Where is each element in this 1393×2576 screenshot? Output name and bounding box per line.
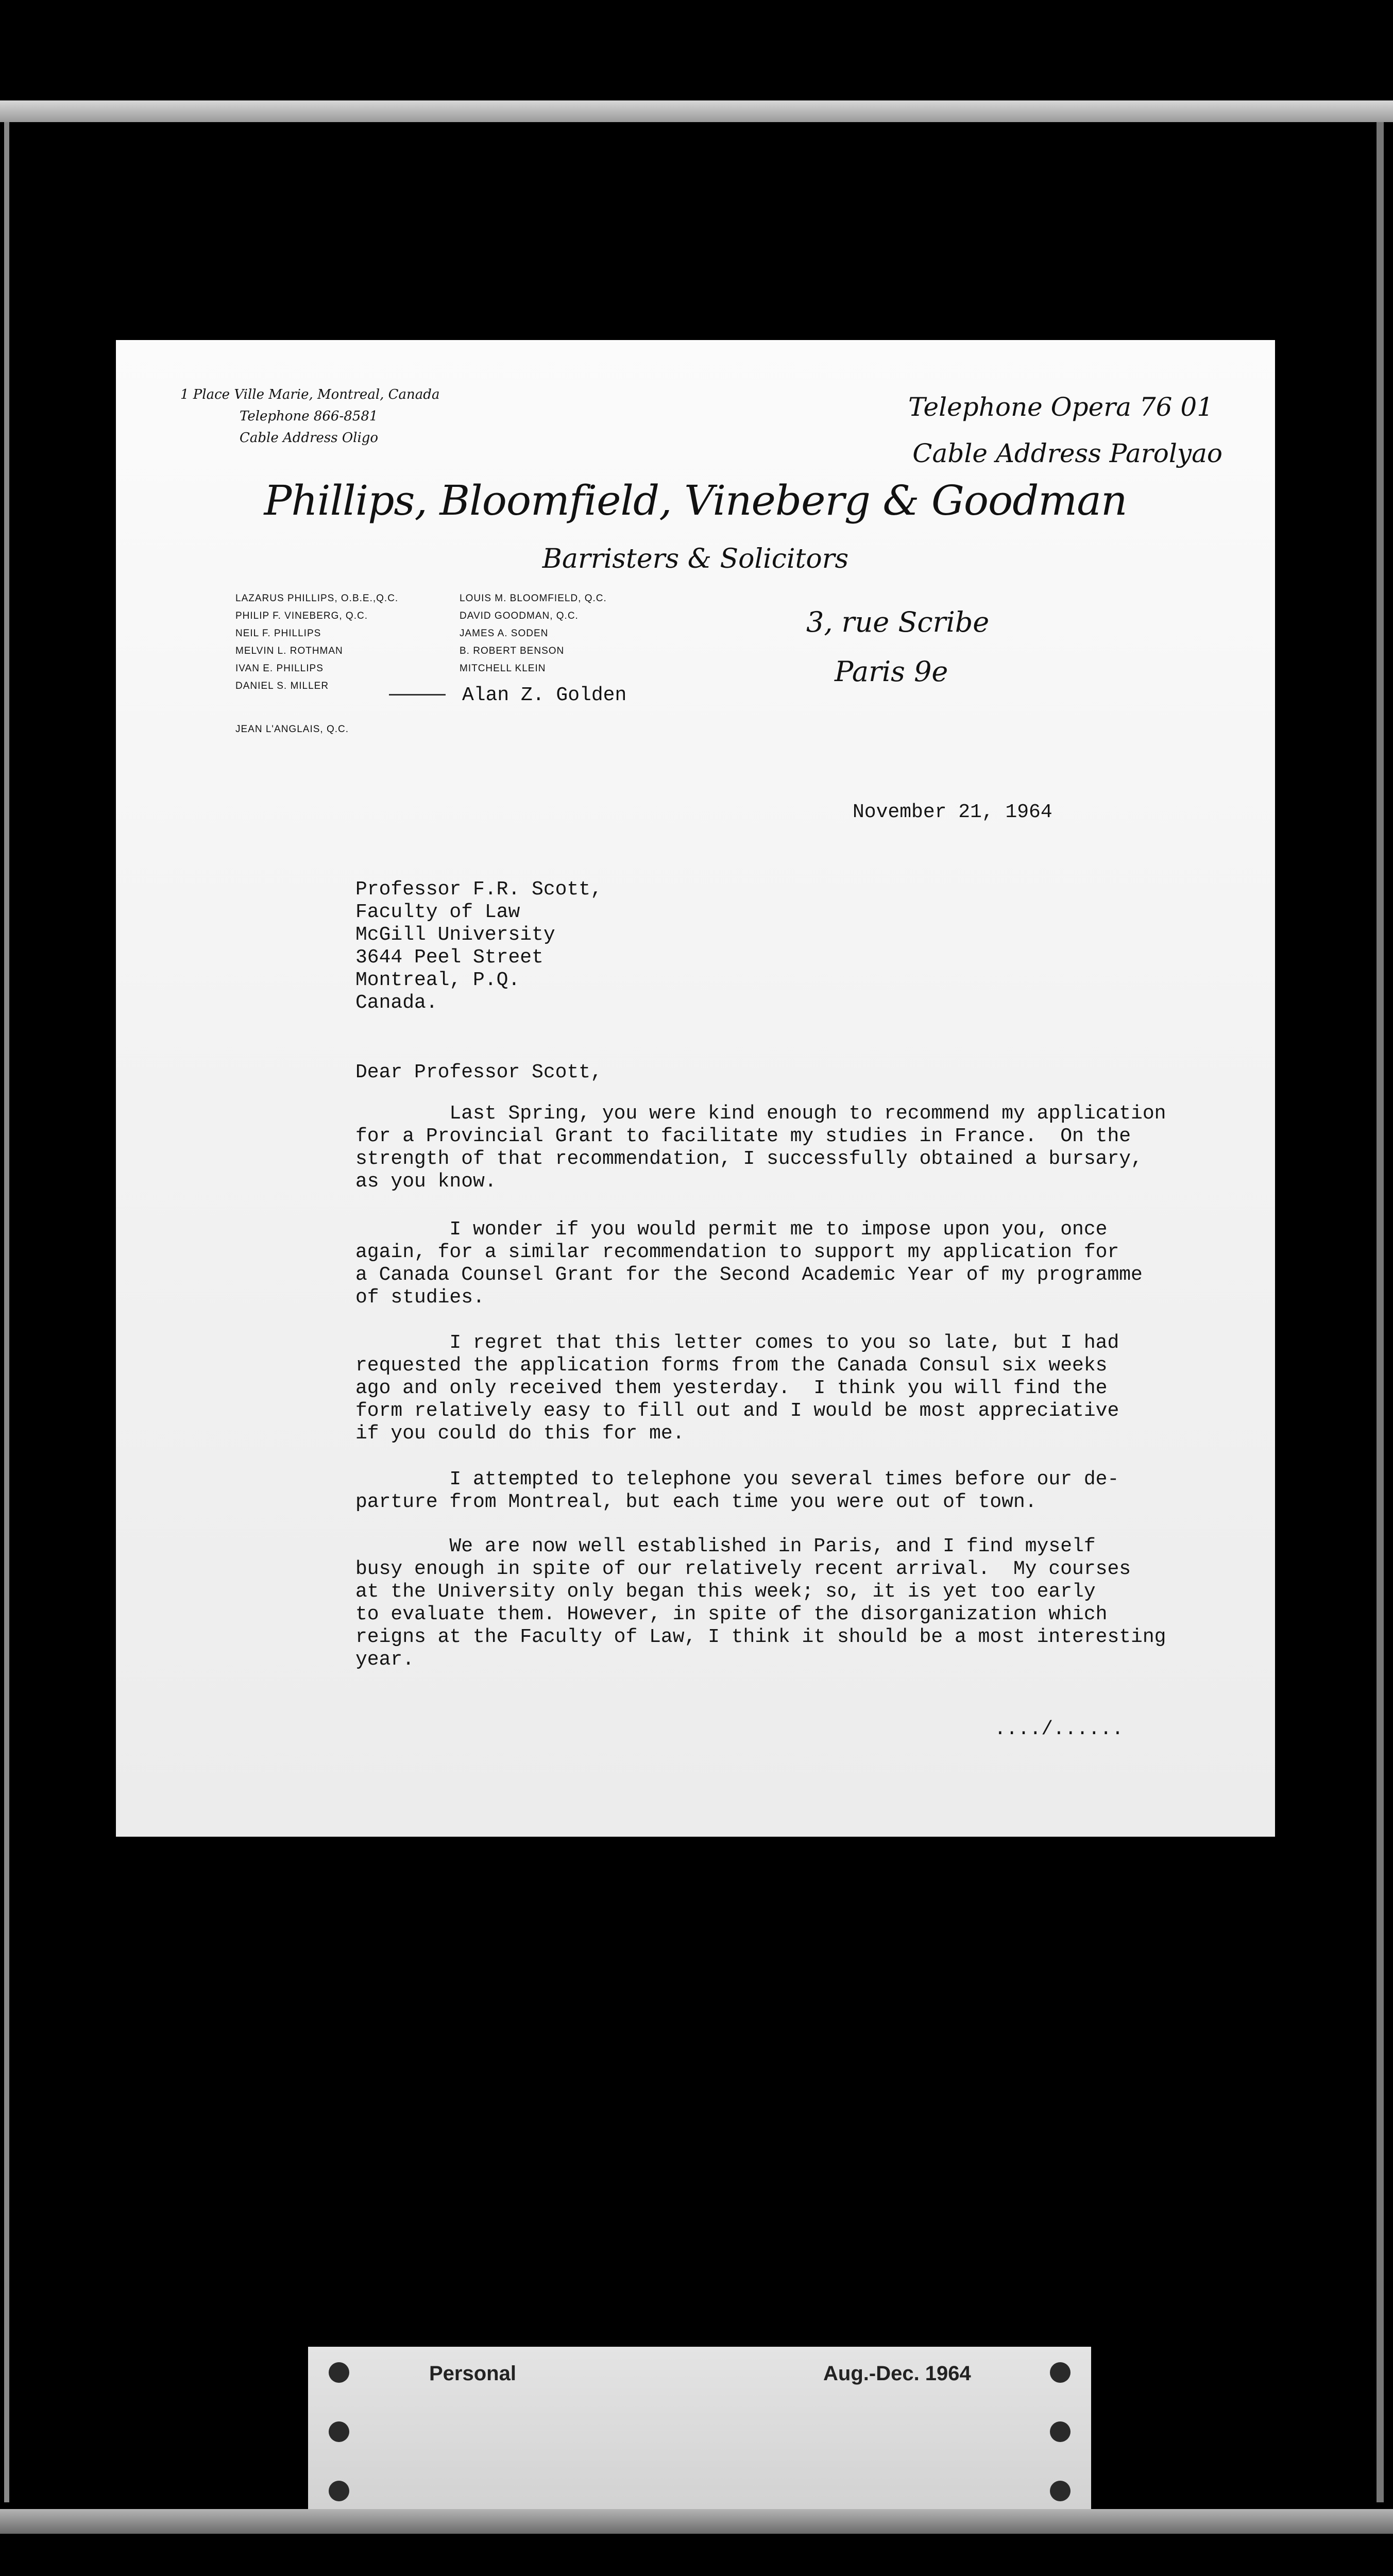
- partner-name: MITCHELL KLEIN: [460, 663, 546, 674]
- archive-label-category: Personal: [429, 2362, 516, 2385]
- firm-name: Phillips, Bloomfield, Vineberg & Goodman: [264, 477, 1127, 524]
- punch-hole: [1050, 2362, 1071, 2383]
- typed-associate-name: Alan Z. Golden: [389, 684, 626, 706]
- punch-hole: [329, 2481, 349, 2501]
- partner-name: LOUIS M. BLOOMFIELD, Q.C.: [460, 593, 607, 604]
- partner-name: NEIL F. PHILLIPS: [235, 628, 321, 639]
- microfilm-right-edge: [1377, 122, 1384, 2502]
- paris-telephone: Telephone Opera 76 01: [908, 392, 1213, 422]
- partner-name: DANIEL S. MILLER: [235, 681, 329, 691]
- body-paragraph: I attempted to telephone you several times before our de- parture from Montreal, but each time you were out of town.: [355, 1468, 1119, 1513]
- microfilm-left-edge: [4, 122, 9, 2502]
- paris-cable: Cable Address Parolyao: [912, 438, 1222, 468]
- montreal-telephone: Telephone 866-8581: [240, 409, 378, 424]
- punch-hole: [329, 2362, 349, 2383]
- partners-list-right: [460, 590, 607, 677]
- montreal-address: 1 Place Ville Marie, Montreal, Canada: [180, 387, 440, 402]
- archive-label-card: [308, 2347, 1091, 2509]
- partner-name: MELVIN L. ROTHMAN: [235, 646, 343, 656]
- punch-hole: [1050, 2481, 1071, 2501]
- body-paragraph: I wonder if you would permit me to impose upon you, once again, for a similar recommendation to support my application for a Canada Counsel Grant for the Second Academic Year of my programme of studies.: [355, 1218, 1143, 1309]
- partner-name: LAZARUS PHILLIPS, O.B.E.,Q.C.: [235, 593, 399, 604]
- montreal-office-block: [180, 384, 439, 449]
- page-continuation-mark: ..../......: [994, 1718, 1124, 1740]
- body-paragraph: We are now well established in Paris, and I find myself busy enough in spite of our relatively recent arrival. My courses at the University only began this week; so, it is yet too early to evaluate them. However, in spite of the disorganization which reigns at the Faculty of Law, I think it should be a most interesting year.: [355, 1535, 1166, 1671]
- partner-name: B. ROBERT BENSON: [460, 646, 565, 656]
- microfilm-top-edge: [0, 100, 1393, 122]
- body-paragraph: I regret that this letter comes to you so late, but I had requested the application forms from the Canada Consul six weeks ago and only received them yesterday. I think you will find the form relatively easy to fill out and I would be most appreciative if you could do this for me.: [355, 1332, 1119, 1445]
- firm-profession: Barristers & Solicitors: [542, 544, 849, 574]
- punch-hole: [1050, 2421, 1071, 2442]
- partner-name: DAVID GOODMAN, Q.C.: [460, 611, 579, 621]
- salutation: Dear Professor Scott,: [355, 1061, 602, 1083]
- paris-street: 3, rue Scribe: [806, 606, 990, 638]
- paris-office-address: [806, 598, 989, 697]
- partners-list-left: [235, 590, 398, 695]
- punch-hole: [329, 2421, 349, 2442]
- recipient-address: Professor F.R. Scott, Faculty of Law McGill University 3644 Peel Street Montreal, P.Q. Canada.: [355, 878, 602, 1014]
- microfilm-bottom-edge: [0, 2509, 1393, 2534]
- partner-name: IVAN E. PHILLIPS: [235, 663, 324, 674]
- paris-contact-block: [908, 384, 1222, 477]
- partner-name: JAMES A. SODEN: [460, 628, 549, 639]
- counsel-name: JEAN L'ANGLAIS, Q.C.: [235, 724, 349, 735]
- montreal-cable: Cable Address Oligo: [240, 430, 379, 446]
- partner-name: PHILIP F. VINEBERG, Q.C.: [235, 611, 368, 621]
- letter-page: [116, 340, 1275, 1837]
- letter-date: November 21, 1964: [853, 801, 1052, 823]
- archive-label-date-range: Aug.-Dec. 1964: [823, 2362, 971, 2385]
- paris-city: Paris 9e: [835, 655, 948, 688]
- body-paragraph: Last Spring, you were kind enough to recommend my application for a Provincial Grant to facilitate my studies in France. On the strength of that recommendation, I successfully obtained a bursary, as you know.: [355, 1103, 1166, 1193]
